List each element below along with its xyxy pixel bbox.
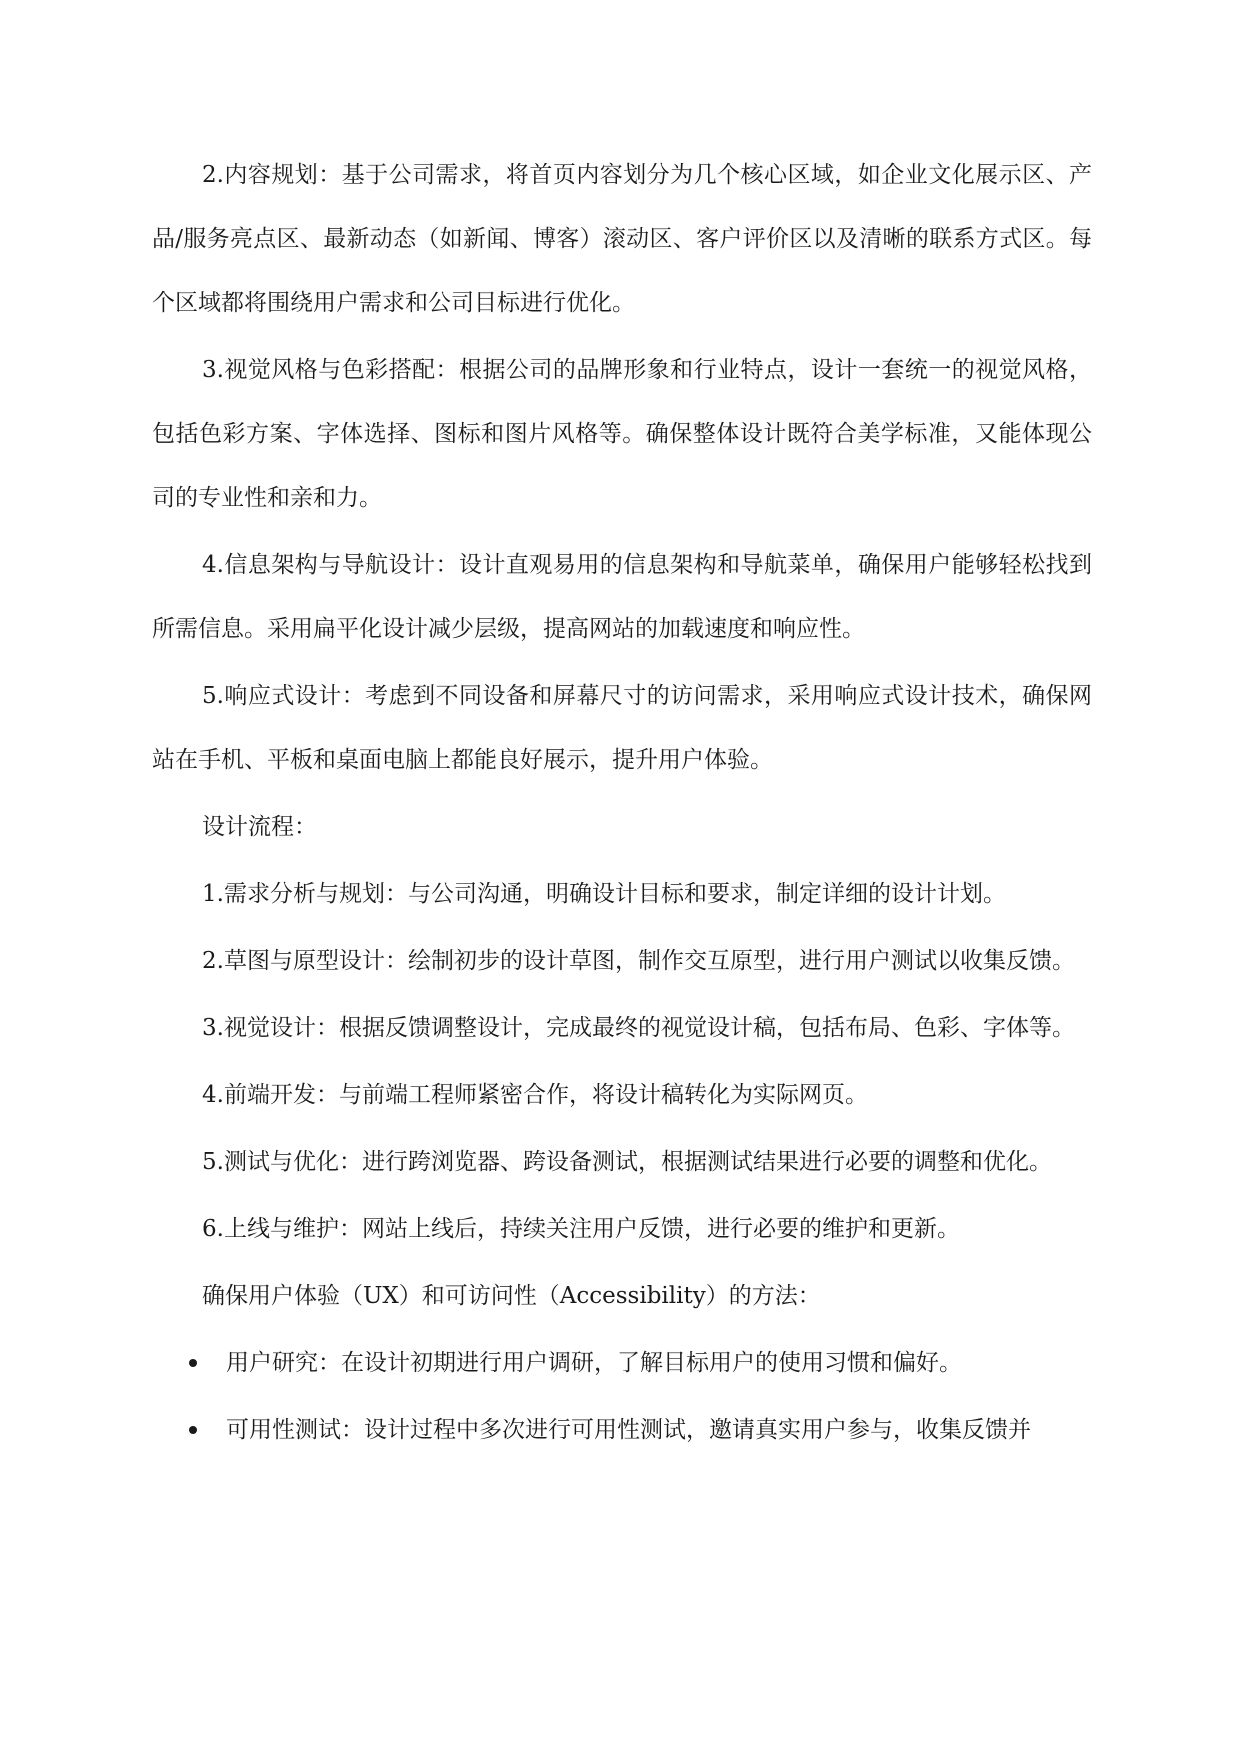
paragraph-content-planning: 2.内容规划：基于公司需求，将首页内容划分为几个核心区域，如企业文化展示区、产品/服务亮点区、最新动态（如新闻、博客）滚动区、客户评价区以及清晰的联系方式区。每个区域都将围绕用户需求和公司目标进行优化。 [152,162,1092,316]
list-item-text: 可用性测试：设计过程中多次进行可用性测试，邀请真实用户参与，收集反馈并 [226,1417,1031,1443]
paragraph-testing-optimization: 5.测试与优化：进行跨浏览器、跨设备测试，根据测试结果进行必要的调整和优化。 [202,1149,1052,1175]
list-item [152,1331,1092,1395]
bullet-icon [189,1426,197,1434]
bullet-list-methods [152,1331,1092,1462]
paragraph-visual-style: 3.视觉风格与色彩搭配：根据公司的品牌形象和行业特点，设计一套统一的视觉风格，包括色彩方案、字体选择、图标和图片风格等。确保整体设计既符合美学标准，又能体现公司的专业性和亲和力。 [152,357,1092,511]
list-item [152,1398,1092,1462]
paragraph-visual-design: 3.视觉设计：根据反馈调整设计，完成最终的视觉设计稿，包括布局、色彩、字体等。 [202,1015,1075,1041]
paragraph-launch-maintenance: 6.上线与维护：网站上线后，持续关注用户反馈，进行必要的维护和更新。 [202,1216,960,1242]
paragraph-information-architecture: 4.信息架构与导航设计：设计直观易用的信息架构和导航菜单，确保用户能够轻松找到所需信息。采用扁平化设计减少层级，提高网站的加载速度和响应性。 [152,552,1092,642]
paragraph-requirements-analysis: 1.需求分析与规划：与公司沟通，明确设计目标和要求，制定详细的设计计划。 [202,881,1006,907]
paragraph-responsive-design: 5.响应式设计：考虑到不同设备和屏幕尺寸的访问需求，采用响应式设计技术，确保网站在手机、平板和桌面电脑上都能良好展示，提升用户体验。 [152,683,1092,773]
heading-ux-accessibility-methods: 确保用户体验（UX）和可访问性（Accessibility）的方法： [202,1283,821,1309]
bullet-icon [189,1359,197,1367]
heading-design-process: 设计流程： [202,814,317,840]
document-page [152,143,1092,1465]
paragraph-frontend-development: 4.前端开发：与前端工程师紧密合作，将设计稿转化为实际网页。 [202,1082,868,1108]
list-item-text: 用户研究：在设计初期进行用户调研，了解目标用户的使用习惯和偏好。 [226,1350,962,1376]
paragraph-sketch-prototype: 2.草图与原型设计：绘制初步的设计草图，制作交互原型，进行用户测试以收集反馈。 [202,948,1075,974]
